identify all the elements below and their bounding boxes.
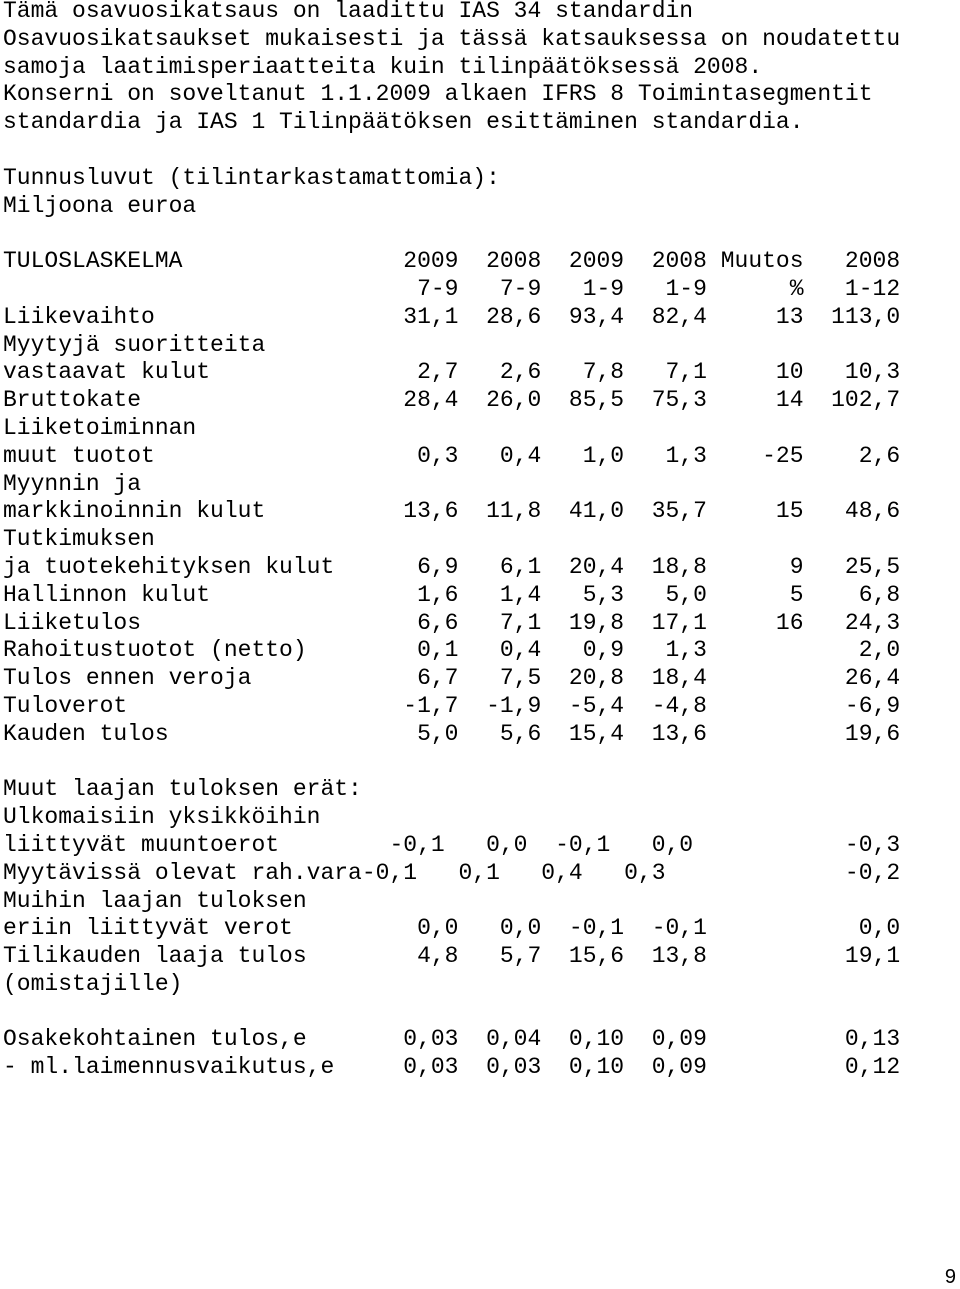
text-line: Liiketoiminnan <box>3 414 197 441</box>
text-line: Osakekohtainen tulos,e 0,03 0,04 0,10 0,09 0,13 <box>3 1026 901 1053</box>
text-line: Kauden tulos 5,0 5,6 15,4 13,6 19,6 <box>3 720 901 747</box>
text-line: eriin liittyvät verot 0,0 0,0 -0,1 -0,1 0,0 <box>3 915 901 942</box>
text-line: samoja laatimisperiaatteita kuin tilinpäätöksessä 2008. <box>3 53 763 80</box>
text-line: Tilikauden laaja tulos 4,8 5,7 15,6 13,8 19,1 <box>3 943 901 970</box>
report-document <box>3 0 953 1082</box>
blank-line <box>3 749 953 777</box>
text-line: (omistajille) <box>3 970 183 997</box>
text-line: Hallinnon kulut 1,6 1,4 5,3 5,0 5 6,8 <box>3 581 901 608</box>
text-line: ja tuotekehityksen kulut 6,9 6,1 20,4 18,8 9 25,5 <box>3 553 901 580</box>
text-line: Liiketulos 6,6 7,1 19,8 17,1 16 24,3 <box>3 609 901 636</box>
text-line: Muihin laajan tuloksen <box>3 887 307 914</box>
text-line: Miljoona euroa <box>3 192 197 219</box>
page-number: 9 <box>944 1266 956 1288</box>
text-line: Muut laajan tuloksen erät: <box>3 776 362 803</box>
text-line: Liikevaihto 31,1 28,6 93,4 82,4 13 113,0 <box>3 303 901 330</box>
text-line: Konserni on soveltanut 1.1.2009 alkaen IFRS 8 Toimintasegmentit <box>3 81 873 108</box>
text-line: Myynnin ja <box>3 470 142 497</box>
text-line: Tunnusluvut (tilintarkastamattomia): <box>3 164 500 191</box>
text-line: Tulos ennen veroja 6,7 7,5 20,8 18,4 26,4 <box>3 665 901 692</box>
text-line: TULOSLASKELMA 2009 2008 2009 2008 Muutos 2008 <box>3 248 901 275</box>
blank-line <box>3 220 953 248</box>
text-line: Osavuosikatsaukset mukaisesti ja tässä katsauksessa on noudatettu <box>3 25 901 52</box>
text-line: markkinoinnin kulut 13,6 11,8 41,0 35,7 15 48,6 <box>3 498 901 525</box>
text-line: Myytävissä olevat rah.vara-0,1 0,1 0,4 0,3 -0,2 <box>3 859 901 886</box>
text-line: Ulkomaisiin yksikköihin <box>3 804 321 831</box>
text-line: liittyvät muuntoerot -0,1 0,0 -0,1 0,0 -0,3 <box>3 831 901 858</box>
text-line: Tutkimuksen <box>3 526 155 553</box>
blank-line <box>3 999 953 1027</box>
text-line: muut tuotot 0,3 0,4 1,0 1,3 -25 2,6 <box>3 442 901 469</box>
text-line: Bruttokate 28,4 26,0 85,5 75,3 14 102,7 <box>3 387 901 414</box>
text-line: vastaavat kulut 2,7 2,6 7,8 7,1 10 10,3 <box>3 359 901 386</box>
text-line: Tuloverot -1,7 -1,9 -5,4 -4,8 -6,9 <box>3 692 901 719</box>
text-line: Myytyjä suoritteita <box>3 331 266 358</box>
text-line: Rahoitustuotot (netto) 0,1 0,4 0,9 1,3 2,0 <box>3 637 901 664</box>
text-line: Tämä osavuosikatsaus on laadittu IAS 34 standardin <box>3 0 694 24</box>
text-line: 7-9 7-9 1-9 1-9 % 1-12 <box>3 275 901 302</box>
blank-line <box>3 137 953 165</box>
text-line: - ml.laimennusvaikutus,e 0,03 0,03 0,10 0,09 0,12 <box>3 1054 901 1081</box>
text-line: standardia ja IAS 1 Tilinpäätöksen esittäminen standardia. <box>3 109 804 136</box>
